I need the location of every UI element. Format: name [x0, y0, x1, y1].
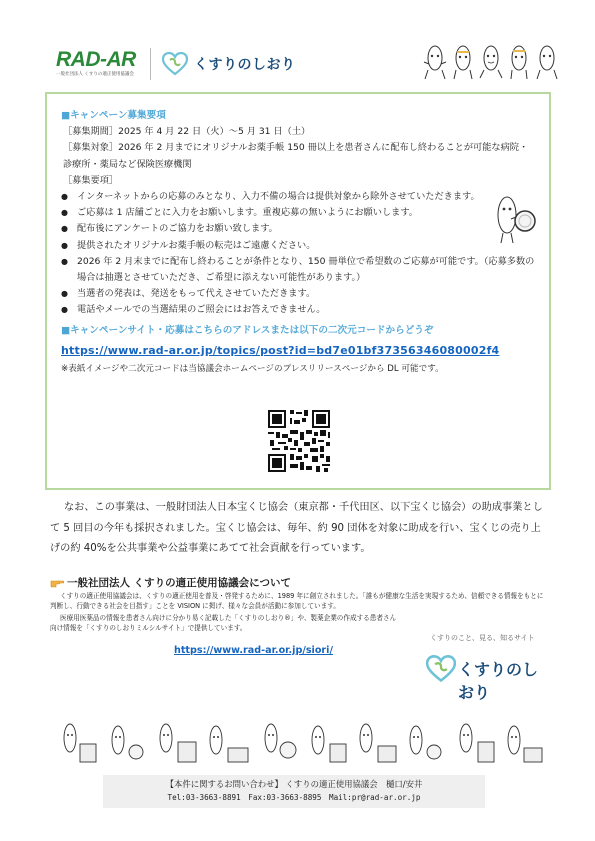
mascot-row-bottom	[56, 718, 546, 768]
campaign-period: ［募集期間］2025 年 4 月 22 日（火）～5 月 31 日（土）	[63, 126, 311, 138]
logo-divider	[150, 48, 151, 80]
section-heading-site: ■キャンペーンサイト・応募はこちらのアドレスまたは以下の二次元コードからどうぞ	[61, 324, 434, 336]
about-paragraph-services: 医療用医薬品の情報を患者さん向けに分かり易く記載した「くすりのしおり®」や、製薬企業の作成する患者さん向け情報を「くすりのしおりミルシルサイト」で提供しています。	[50, 613, 397, 633]
mascot-icon	[422, 44, 448, 82]
list-item: ● 電話やメールでの当選結果のご照会にはお答えできません。	[61, 302, 541, 318]
rad-ar-logo-text: RAD-AR	[56, 48, 136, 71]
campaign-content	[61, 108, 541, 377]
contact-footer	[103, 775, 485, 808]
kusuri-no-shiori-logo	[162, 52, 296, 76]
mascot-icon	[478, 44, 504, 82]
list-item: ● 提供されたオリジナルお薬手帳の転売はご遠慮ください。	[61, 238, 541, 254]
contact-details: Tel:03-3663-8891 Fax:03-3663-8895 Mail:pr@rad-ar.or.jp	[167, 793, 421, 802]
mascot-row-top	[422, 44, 560, 82]
rad-ar-logo-subtitle: 一般社団法人 くすりの適正使用協議会	[56, 72, 134, 77]
heart-capsule-icon	[162, 52, 188, 76]
siori-site-link[interactable]: https://www.rad-ar.or.jp/siori/	[174, 645, 333, 656]
download-note: ※表紙イメージや二次元コードは当協議会ホームページのプレスリリースページから DL 可能です。	[61, 364, 444, 375]
requirements-label: ［募集要項］	[63, 174, 119, 186]
mascot-icon	[534, 44, 560, 82]
requirements-list	[61, 189, 541, 319]
list-item: ● 2026 年 2 月末までに配布し終わることが条件となり、150 冊単位で希望数のご応募が可能です。（応募多数の場合は抽選とさせていただき、ご希望に添えない可能性があります。）	[61, 254, 541, 286]
pointing-hand-icon	[50, 577, 64, 588]
about-section	[50, 575, 560, 702]
qr-code-icon[interactable]	[266, 408, 332, 474]
site-tagline: くすりのこと、見る、知るサイト	[430, 634, 535, 642]
about-heading	[50, 575, 560, 590]
campaign-details-box	[45, 92, 551, 490]
page-header	[50, 44, 560, 86]
kusuri-no-shiori-site-logo	[410, 633, 550, 703]
heart-capsule-icon	[426, 655, 456, 683]
mascot-icon	[506, 44, 532, 82]
list-item: ● ご応募は 1 店舗ごとに入力をお願いします。重複応募の無いようにお願いします。	[61, 205, 541, 221]
list-item: ● 当選者の発表は、発送をもって代えさせていただきます。	[61, 286, 541, 302]
campaign-target-cont: 診療所・薬局など保険医療機関	[63, 158, 192, 170]
site-logo-text: くすりのしおり	[458, 660, 539, 702]
section-heading-requirements: ■キャンペーン募集要項	[61, 110, 166, 121]
mascot-icon	[450, 44, 476, 82]
about-paragraph: くすりの適正使用協議会は、くすりの適正使用を普及・啓発するために、1989 年に創立されました。「誰もが健康な生活を実現するため、信頼できる情報をもとに判断し、行動できる社会を目指す」ことを VISION に掲げ、様々な会員が活動に参加しています。	[50, 592, 544, 611]
campaign-url-link[interactable]: https://www.rad-ar.or.jp/topics/post?id=bd7e01bf37356346080002f4	[61, 343, 500, 357]
list-item: ● インターネットからの応募のみとなり、入力不備の場合は提供対象から除外させていただきます。	[61, 189, 541, 205]
contact-heading: 【本件に関するお問い合わせ】 くすりの適正使用協議会 樋口/安井	[165, 779, 423, 789]
list-item: ● 配布後にアンケートのご協力をお願い致します。	[61, 221, 541, 237]
campaign-target: ［募集対象］2026 年 2 月までにオリジナルお薬手帳 150 冊以上を患者さんに配布し終わることが可能な病院・	[63, 142, 529, 154]
rad-ar-logo	[56, 48, 136, 77]
grant-description: なお、この事業は、一般財団法人日本宝くじ協会（東京都・千代田区、以下宝くじ協会）の助成事業として 5 回目の今年も採択されました。宝くじ協会は、毎年、約 90 団体を対象に助成を行い、宝くじの売り上げの約 40%を公共事業や公益事業にあてて社会貢献を行っています。	[50, 502, 543, 554]
about-heading-text: 一般社団法人 くすりの適正使用協議会について	[67, 577, 291, 589]
kusuri-no-shiori-logo-text: くすりのしおり	[194, 57, 296, 73]
